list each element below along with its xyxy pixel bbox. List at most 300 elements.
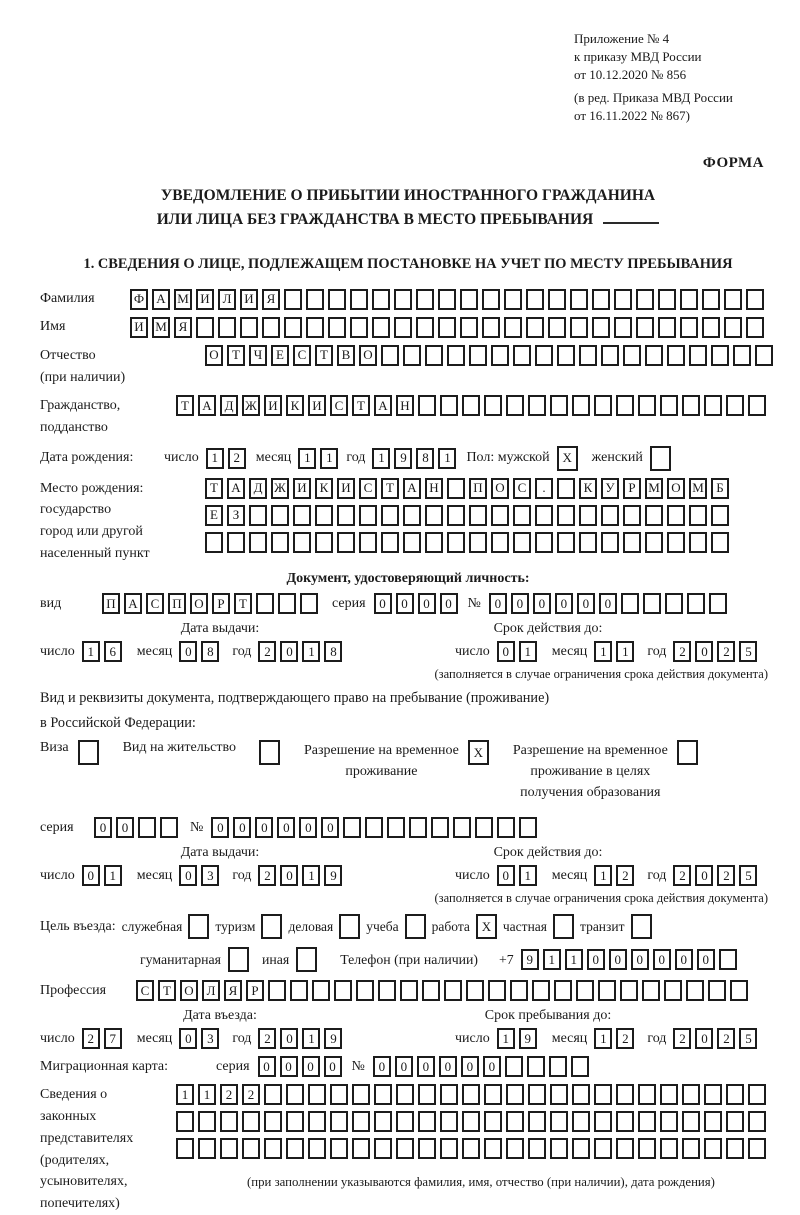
purpose-study-checkbox [405, 914, 426, 939]
char-cell: 0 [280, 641, 298, 662]
char-cell: 1 [594, 641, 612, 662]
valid-month-cells [594, 865, 634, 886]
char-cell [488, 980, 506, 1001]
char-cell: 9 [394, 448, 412, 469]
char-cell [374, 1138, 392, 1159]
char-cell: Я [174, 317, 192, 338]
entry-month-cells [179, 1028, 219, 1049]
char-cell: 0 [179, 1028, 197, 1049]
validity-note: (заполняется в случае ограничения срока действия документа) [434, 667, 768, 682]
char-cell: Т [227, 345, 245, 366]
char-cell: 0 [258, 1056, 276, 1077]
char-cell [550, 1111, 568, 1132]
char-cell: 3 [201, 865, 219, 886]
char-cell [748, 395, 766, 416]
entry-date-header: Дата въезда: [183, 1008, 257, 1024]
char-cell: 0 [82, 865, 100, 886]
sex-male-label: Пол: мужской [466, 450, 550, 466]
migration-number-cells [373, 1056, 589, 1077]
char-cell [352, 1084, 370, 1105]
char-cell: О [491, 478, 509, 499]
char-cell [261, 914, 282, 939]
char-cell [396, 1084, 414, 1105]
char-cell [601, 505, 619, 526]
char-cell: 1 [302, 1028, 320, 1049]
char-cell: И [196, 289, 214, 310]
char-cell [636, 317, 654, 338]
char-cell [328, 289, 346, 310]
char-cell [746, 317, 764, 338]
char-cell [682, 1138, 700, 1159]
char-cell [444, 980, 462, 1001]
char-cell: А [374, 395, 392, 416]
validity-note: (заполняется в случае ограничения срока действия документа) [434, 891, 768, 906]
entry-year-cells [258, 1028, 342, 1049]
char-cell: 1 [198, 1084, 216, 1105]
char-cell [447, 478, 465, 499]
sex-male-group [466, 446, 577, 471]
char-cell [711, 345, 729, 366]
char-cell [645, 505, 663, 526]
char-cell [660, 395, 678, 416]
char-cell [711, 505, 729, 526]
birth-year-cells [372, 448, 456, 469]
char-cell [418, 1138, 436, 1159]
option-temp-residence-education [513, 740, 698, 803]
char-cell: Н [396, 395, 414, 416]
char-cell [284, 317, 302, 338]
char-cell: Т [176, 395, 194, 416]
issue-day-cells [82, 641, 122, 662]
char-cell [548, 289, 566, 310]
representatives-cells [176, 1084, 766, 1190]
residence-doc-series-row [40, 817, 776, 838]
entry-date [40, 1028, 400, 1049]
char-cell: 1 [298, 448, 316, 469]
blank-line [603, 210, 659, 224]
char-cell: 0 [374, 593, 392, 614]
char-cell: Ж [271, 478, 289, 499]
char-cell: Я [224, 980, 242, 1001]
char-cell [425, 505, 443, 526]
char-cell [453, 817, 471, 838]
char-cell [374, 1111, 392, 1132]
residence-doc-intro-2: в Российской Федерации: [40, 715, 196, 732]
char-cell: 1 [565, 949, 583, 970]
representatives-label: Сведения о законных представителях (родителях, усыновителях, попечителях) [40, 1087, 134, 1211]
char-cell [447, 345, 465, 366]
residence-doc-date-headers [40, 845, 776, 861]
purpose-private-checkbox [553, 914, 574, 939]
char-cell [638, 1084, 656, 1105]
char-cell [176, 1111, 194, 1132]
char-cell [160, 817, 178, 838]
char-cell [535, 532, 553, 553]
year-label: год [647, 867, 667, 883]
entry-date-headers [40, 1008, 776, 1024]
char-cell [484, 395, 502, 416]
char-cell [616, 1138, 634, 1159]
char-cell [548, 317, 566, 338]
entry-dates-row [40, 1028, 776, 1049]
char-cell [594, 1138, 612, 1159]
char-cell [409, 817, 427, 838]
residence-issue-date [40, 865, 400, 886]
char-cell: В [337, 345, 355, 366]
month-label: месяц [255, 450, 292, 466]
char-cell: 2 [258, 865, 276, 886]
title-line-1: УВЕДОМЛЕНИЕ О ПРИБЫТИИ ИНОСТРАННОГО ГРАЖДАНИНА [160, 186, 656, 204]
phone-cells [521, 949, 737, 970]
header-line: к приказу МВД России [574, 49, 702, 65]
char-cell: 0 [211, 817, 229, 838]
char-cell: 0 [233, 817, 251, 838]
char-cell [286, 1084, 304, 1105]
char-cell: 9 [521, 949, 539, 970]
char-cell: К [286, 395, 304, 416]
char-cell [306, 317, 324, 338]
valid-until-header: Срок действия до: [493, 621, 603, 637]
purpose-row-2 [140, 947, 776, 972]
char-cell [650, 446, 671, 471]
char-cell [576, 980, 594, 1001]
char-cell [469, 345, 487, 366]
char-cell [242, 1138, 260, 1159]
char-cell: 7 [104, 1028, 122, 1049]
char-cell [475, 817, 493, 838]
char-cell [418, 1111, 436, 1132]
residence-permit-label: Вид на жительство [122, 740, 236, 756]
char-cell [198, 1111, 216, 1132]
char-cell: 2 [616, 1028, 634, 1049]
char-cell [549, 1056, 567, 1077]
char-cell [334, 980, 352, 1001]
char-cell: 2 [228, 448, 246, 469]
residence-permit-checkbox [259, 740, 280, 765]
char-cell [396, 1111, 414, 1132]
issue-day-cells [82, 865, 122, 886]
char-cell: 0 [299, 817, 317, 838]
char-cell [416, 289, 434, 310]
char-cell [352, 1111, 370, 1132]
char-cell [271, 505, 289, 526]
char-cell: 9 [519, 1028, 537, 1049]
char-cell [440, 1084, 458, 1105]
year-label: год [232, 643, 252, 659]
char-cell [308, 1111, 326, 1132]
patronymic-row [40, 345, 776, 388]
series-label: серия [216, 1058, 250, 1074]
char-cell: Е [271, 345, 289, 366]
char-cell: 2 [673, 1028, 691, 1049]
char-cell: Р [246, 980, 264, 1001]
day-label: число [164, 450, 199, 466]
char-cell [570, 289, 588, 310]
char-cell [730, 980, 748, 1001]
char-cell [702, 289, 720, 310]
doc-number-cells [489, 593, 727, 614]
char-cell: Н [425, 478, 443, 499]
char-cell [350, 317, 368, 338]
char-cell: 9 [324, 1028, 342, 1049]
birth-day-group [164, 448, 246, 469]
char-cell [262, 317, 280, 338]
char-cell [506, 395, 524, 416]
char-cell: 0 [555, 593, 573, 614]
valid-day-cells [497, 641, 537, 662]
char-cell [491, 505, 509, 526]
char-cell [378, 980, 396, 1001]
char-cell [440, 395, 458, 416]
char-cell [278, 593, 296, 614]
char-cell: 0 [631, 949, 649, 970]
char-cell: Т [352, 395, 370, 416]
purpose-work-label: работа [431, 918, 470, 934]
char-cell: 0 [395, 1056, 413, 1077]
header-amendment-line: от 16.11.2022 № 867) [574, 107, 691, 123]
char-cell: 1 [438, 448, 456, 469]
char-cell [293, 505, 311, 526]
char-cell [196, 317, 214, 338]
representatives-row-3 [176, 1138, 766, 1159]
char-cell: М [152, 317, 170, 338]
day-label: число [455, 867, 490, 883]
char-cell [264, 1084, 282, 1105]
char-cell [572, 1084, 590, 1105]
char-cell [665, 593, 683, 614]
char-cell: 0 [255, 817, 273, 838]
birth-month-cells [298, 448, 338, 469]
char-cell [462, 395, 480, 416]
char-cell [356, 980, 374, 1001]
char-cell [638, 1111, 656, 1132]
month-label: месяц [136, 1030, 173, 1046]
char-cell: И [264, 395, 282, 416]
char-cell [660, 1084, 678, 1105]
char-cell [682, 395, 700, 416]
char-cell [425, 345, 443, 366]
char-cell [504, 317, 522, 338]
char-cell [557, 345, 575, 366]
char-cell: 0 [277, 817, 295, 838]
char-cell [422, 980, 440, 1001]
identity-doc-date-headers [40, 621, 776, 637]
residence-doc-intro-1: Вид и реквизиты документа, подтверждающего право на пребывание (проживание) [40, 690, 550, 707]
char-cell [594, 1084, 612, 1105]
char-cell: 2 [673, 641, 691, 662]
char-cell: 1 [543, 949, 561, 970]
char-cell: 0 [116, 817, 134, 838]
number-label: № [351, 1058, 365, 1074]
char-cell: 0 [417, 1056, 435, 1077]
char-cell [350, 289, 368, 310]
day-label: число [455, 1030, 490, 1046]
identity-valid-until-date [455, 641, 757, 662]
char-cell [249, 505, 267, 526]
identity-issue-date [40, 641, 400, 662]
representatives-row-1 [176, 1084, 766, 1105]
char-cell: О [180, 980, 198, 1001]
char-cell [469, 532, 487, 553]
char-cell: 0 [599, 593, 617, 614]
surname-row [40, 289, 776, 310]
temp-residence-checkbox [468, 740, 489, 765]
char-cell: 0 [439, 1056, 457, 1077]
char-cell: 2 [258, 1028, 276, 1049]
month-label: месяц [136, 643, 173, 659]
char-cell [726, 1084, 744, 1105]
char-cell [726, 1111, 744, 1132]
char-cell [594, 1111, 612, 1132]
purpose-row-1 [40, 914, 776, 939]
char-cell [528, 1084, 546, 1105]
char-cell: Я [262, 289, 280, 310]
char-cell: М [174, 289, 192, 310]
char-cell: Ж [242, 395, 260, 416]
char-cell [572, 1138, 590, 1159]
char-cell [381, 345, 399, 366]
char-cell: 1 [594, 865, 612, 886]
char-cell [425, 532, 443, 553]
char-cell: 0 [697, 949, 715, 970]
char-cell [557, 478, 575, 499]
char-cell [198, 1138, 216, 1159]
char-cell: Е [205, 505, 223, 526]
char-cell [689, 532, 707, 553]
char-cell: 0 [497, 865, 515, 886]
char-cell [535, 345, 553, 366]
purpose-tourism-label: туризм [215, 918, 256, 934]
char-cell [220, 1138, 238, 1159]
char-cell: X [468, 740, 489, 765]
char-cell [658, 289, 676, 310]
char-cell: 1 [497, 1028, 515, 1049]
char-cell [550, 395, 568, 416]
char-cell [403, 532, 421, 553]
char-cell [748, 1138, 766, 1159]
char-cell [704, 1111, 722, 1132]
char-cell [550, 1084, 568, 1105]
char-cell [330, 1111, 348, 1132]
form-label: ФОРМА [702, 154, 764, 171]
purpose-official-label: служебная [121, 918, 183, 934]
purpose-study-label: учеба [366, 918, 399, 934]
char-cell [528, 395, 546, 416]
char-cell: . [535, 478, 553, 499]
char-cell [621, 593, 639, 614]
char-cell: А [152, 289, 170, 310]
char-cell [271, 532, 289, 553]
char-cell [293, 532, 311, 553]
char-cell [616, 1084, 634, 1105]
char-cell [704, 1084, 722, 1105]
char-cell [689, 505, 707, 526]
char-cell [504, 289, 522, 310]
char-cell [645, 532, 663, 553]
char-cell: 2 [220, 1084, 238, 1105]
char-cell: 1 [206, 448, 224, 469]
char-cell [469, 505, 487, 526]
char-cell: 1 [302, 865, 320, 886]
char-cell [242, 1111, 260, 1132]
char-cell [418, 395, 436, 416]
char-cell: Ч [249, 345, 267, 366]
char-cell [726, 395, 744, 416]
char-cell: П [469, 478, 487, 499]
char-cell: 2 [673, 865, 691, 886]
month-label: месяц [551, 643, 588, 659]
char-cell: 1 [594, 1028, 612, 1049]
char-cell [482, 289, 500, 310]
year-label: год [647, 1030, 667, 1046]
char-cell [554, 980, 572, 1001]
char-cell [308, 1084, 326, 1105]
char-cell: 1 [519, 641, 537, 662]
migration-card-row [40, 1056, 776, 1077]
doc-kind-label: вид [40, 595, 62, 611]
patronymic-label: Отчество (при наличии) [40, 347, 126, 385]
char-cell [78, 740, 99, 765]
header-reference-block [574, 30, 770, 125]
char-cell: Р [623, 478, 641, 499]
valid-year-cells [673, 865, 757, 886]
char-cell [403, 345, 421, 366]
char-cell [719, 949, 737, 970]
char-cell [592, 289, 610, 310]
char-cell: С [293, 345, 311, 366]
char-cell [300, 593, 318, 614]
char-cell [755, 345, 773, 366]
birth-place-label: Место рождения: государство город или другой населенный пункт [40, 480, 150, 561]
char-cell [579, 345, 597, 366]
purpose-humanitarian-checkbox [228, 947, 249, 972]
char-cell: 0 [396, 593, 414, 614]
char-cell: 2 [717, 641, 735, 662]
char-cell [682, 1084, 700, 1105]
char-cell [592, 317, 610, 338]
char-cell [598, 980, 616, 1001]
char-cell [394, 289, 412, 310]
char-cell [264, 1138, 282, 1159]
char-cell [667, 345, 685, 366]
char-cell: 0 [533, 593, 551, 614]
char-cell [249, 532, 267, 553]
char-cell: X [557, 446, 578, 471]
issue-date-header: Дата выдачи: [180, 621, 260, 637]
sex-female-checkbox [650, 446, 671, 471]
doc-series-cells [374, 593, 458, 614]
char-cell [505, 1056, 523, 1077]
char-cell [484, 1111, 502, 1132]
char-cell: Т [205, 478, 223, 499]
char-cell [527, 1056, 545, 1077]
char-cell [724, 317, 742, 338]
char-cell [306, 289, 324, 310]
char-cell: Л [202, 980, 220, 1001]
purpose-transit-label: транзит [580, 918, 625, 934]
surname-label: Фамилия [40, 291, 95, 307]
char-cell [466, 980, 484, 1001]
char-cell [400, 980, 418, 1001]
char-cell: 0 [483, 1056, 501, 1077]
valid-year-cells [673, 641, 757, 662]
profession-row [40, 980, 776, 1001]
char-cell [286, 1138, 304, 1159]
char-cell: 2 [258, 641, 276, 662]
char-cell [138, 817, 156, 838]
char-cell [506, 1138, 524, 1159]
char-cell [594, 395, 612, 416]
